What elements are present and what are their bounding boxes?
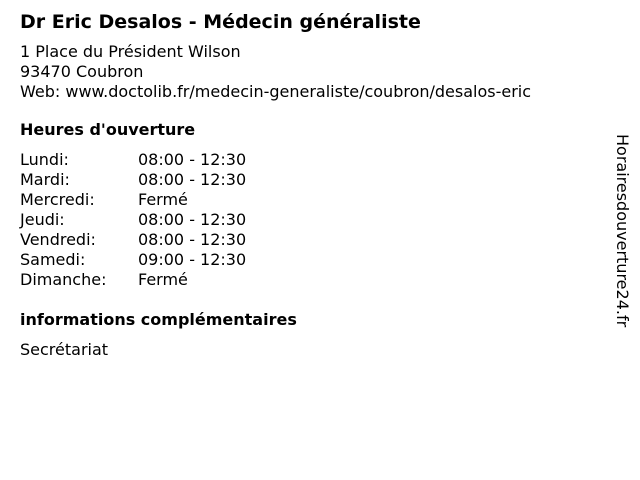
hours-row-dimanche <box>20 270 610 290</box>
hours-table <box>20 150 610 290</box>
hours-day-label: Jeudi: <box>20 210 65 229</box>
hours-row-jeudi <box>20 210 610 230</box>
address-block <box>20 42 610 102</box>
website-line: Web: www.doctolib.fr/medecin-generaliste/coubron/desalos-eric <box>20 82 532 101</box>
hours-day-value: 08:00 - 12:30 <box>138 170 247 189</box>
street-address: 1 Place du Président Wilson <box>20 42 241 61</box>
postal-city: 93470 Coubron <box>20 62 144 81</box>
hours-day-value: 09:00 - 12:30 <box>138 250 247 269</box>
hours-day-label: Mercredi: <box>20 190 95 209</box>
info-text: Secrétariat <box>20 340 109 359</box>
hours-day-value: 08:00 - 12:30 <box>138 150 247 169</box>
hours-row-lundi <box>20 150 610 170</box>
hours-day-label: Lundi: <box>20 150 69 169</box>
hours-day-value: Fermé <box>138 270 188 289</box>
hours-row-mercredi <box>20 190 610 210</box>
hours-row-samedi <box>20 250 610 270</box>
hours-day-label: Vendredi: <box>20 230 96 249</box>
hours-day-value: Fermé <box>138 190 188 209</box>
hours-day-label: Samedi: <box>20 250 86 269</box>
hours-day-label: Mardi: <box>20 170 70 189</box>
hours-heading: Heures d'ouverture <box>20 120 196 139</box>
hours-row-mardi <box>20 170 610 190</box>
watermark <box>612 134 634 342</box>
info-heading: informations complémentaires <box>20 310 297 329</box>
hours-day-label: Dimanche: <box>20 270 107 289</box>
hours-day-value: 08:00 - 12:30 <box>138 210 247 229</box>
hours-row-vendredi <box>20 230 610 250</box>
hours-day-value: 08:00 - 12:30 <box>138 230 247 249</box>
practice-card <box>20 10 610 360</box>
watermark-text: Horairesdouverture24.fr <box>613 134 632 328</box>
page-title: Dr Eric Desalos - Médecin généraliste <box>20 11 421 33</box>
